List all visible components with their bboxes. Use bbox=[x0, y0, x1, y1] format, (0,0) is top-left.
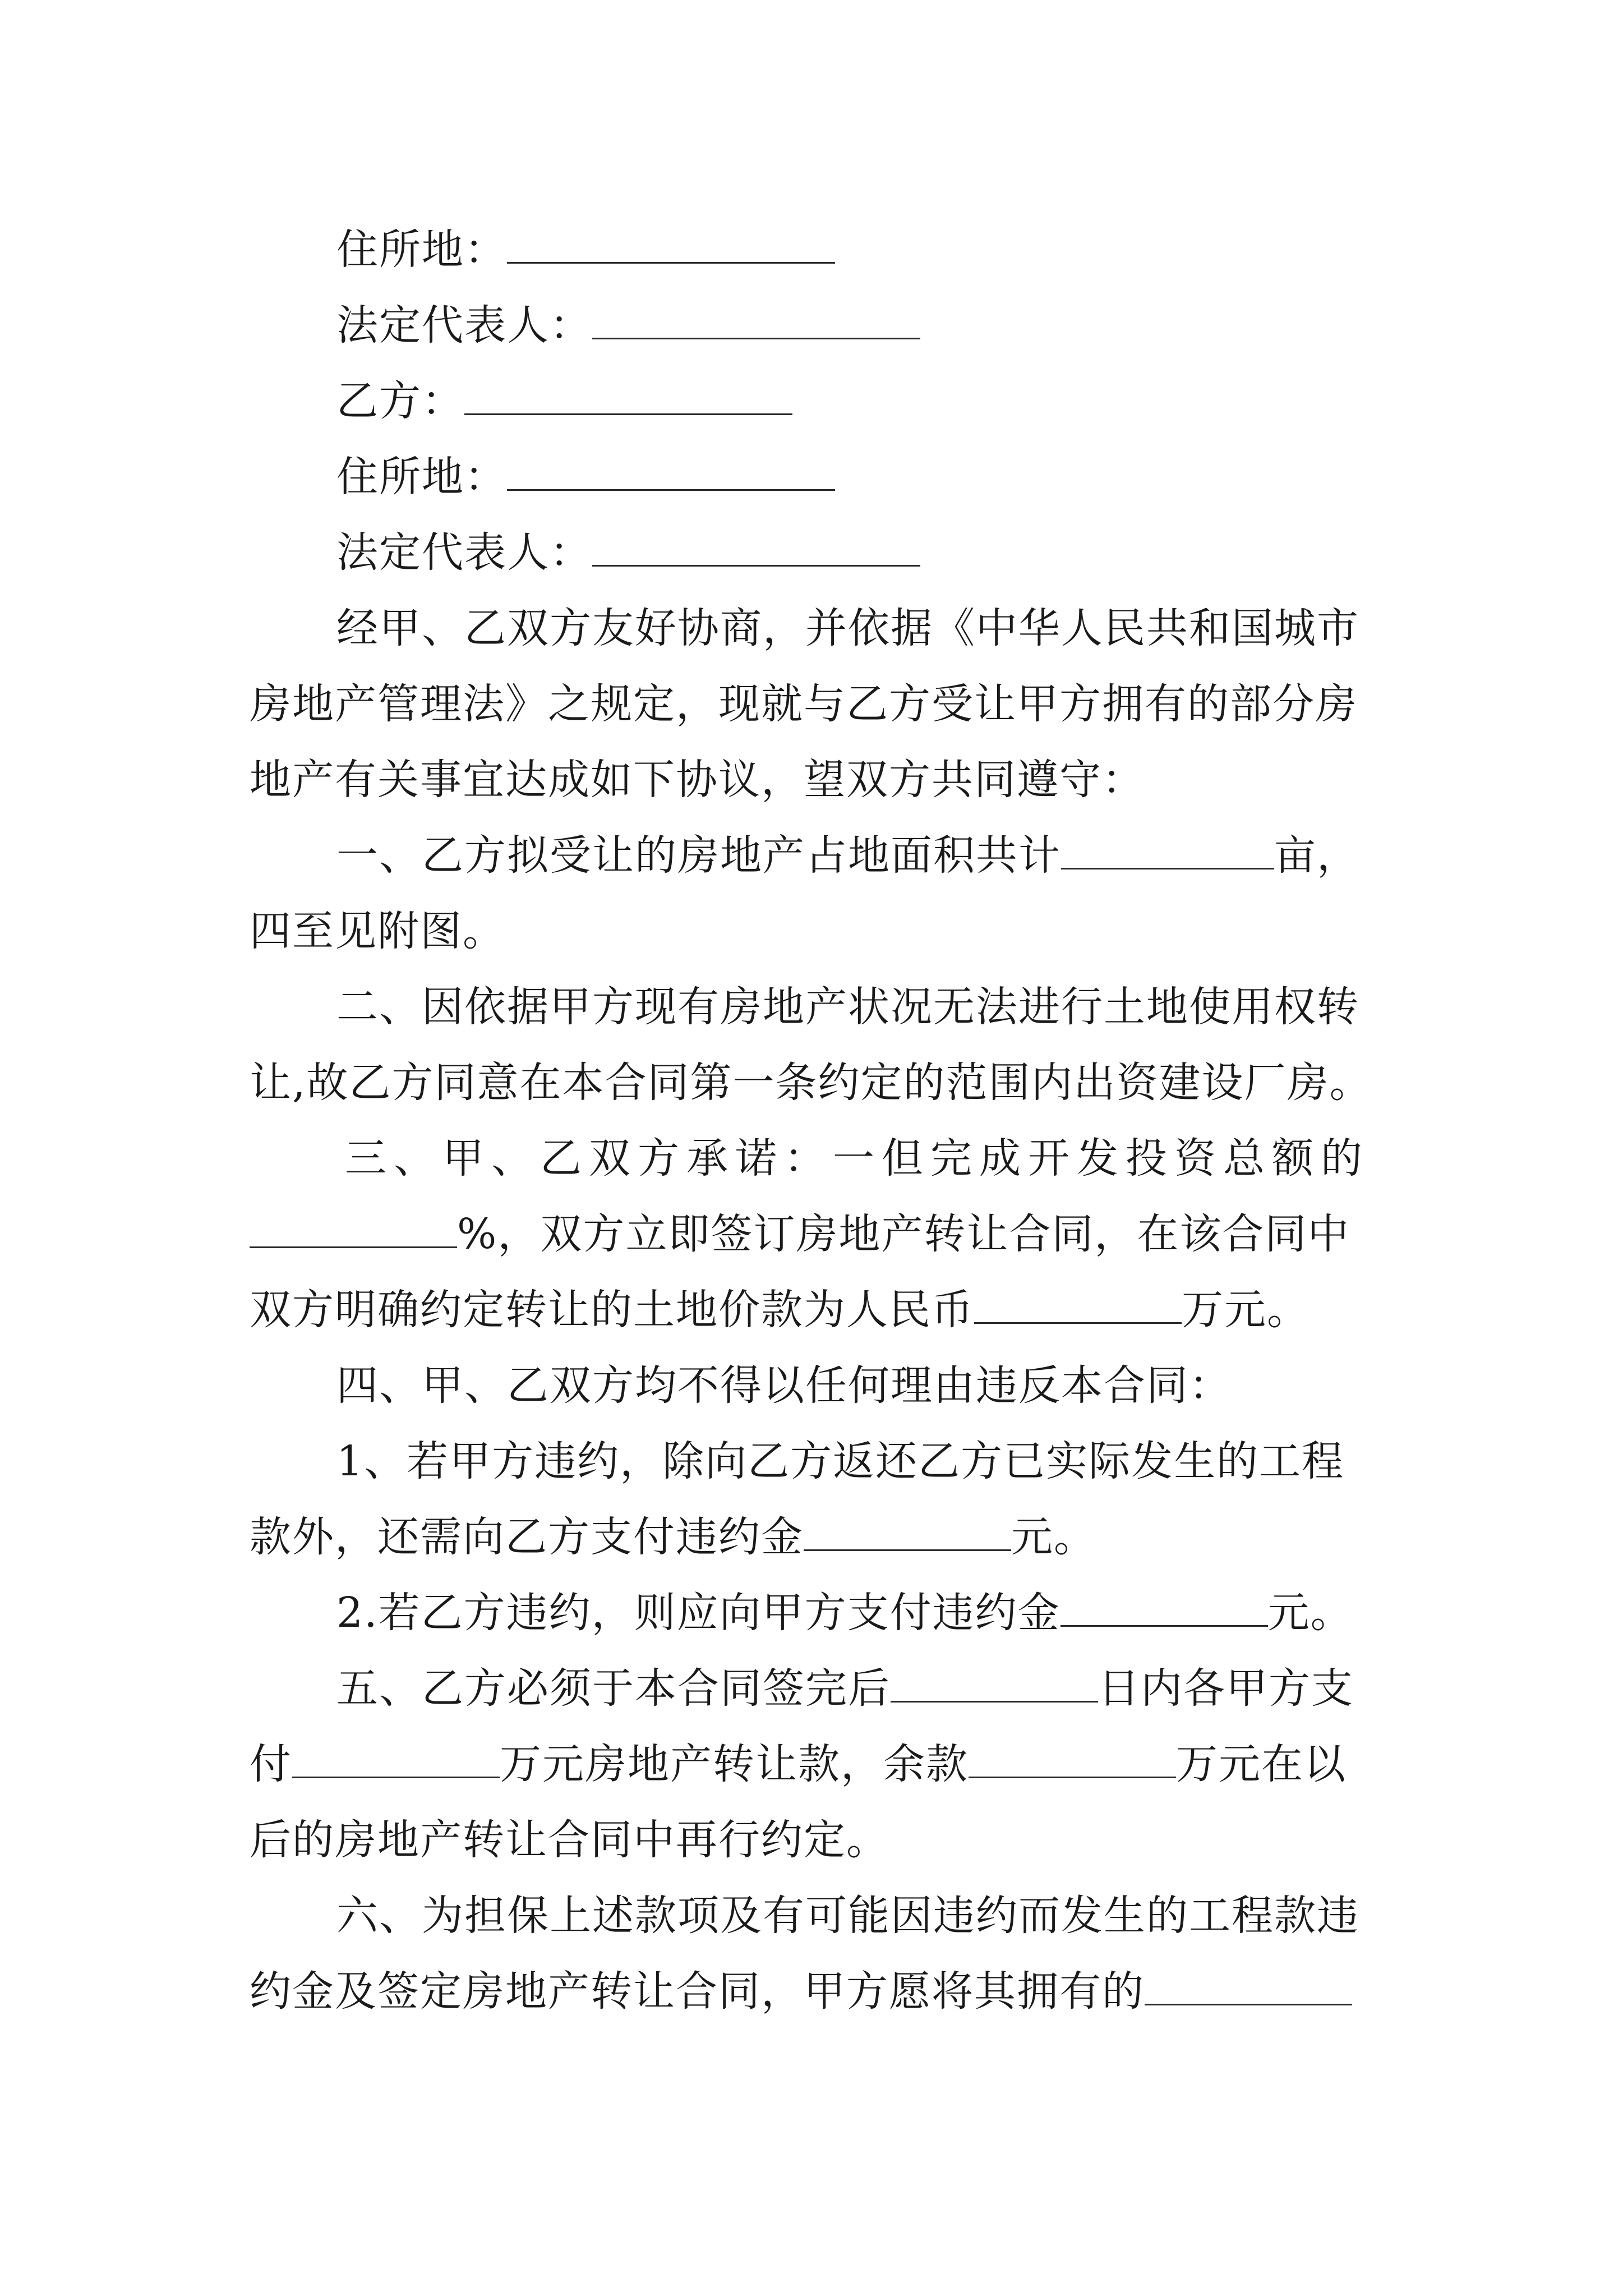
party-b-address-blank bbox=[507, 449, 835, 491]
clause3-percent-blank bbox=[250, 1206, 457, 1248]
party-a-rep-blank bbox=[592, 297, 920, 339]
clause1-text-b: 亩， bbox=[1274, 831, 1359, 880]
clause4-item2-line bbox=[336, 1585, 1478, 1641]
clause5-text-line2c: 万元在以 bbox=[1176, 1740, 1347, 1788]
clause4-item1-line-1: 1、若甲方违约，除向乙方返还乙方已实际发生的工程 bbox=[336, 1437, 1345, 1485]
party-a-address-label: 住所地： bbox=[336, 226, 507, 274]
party-b-blank bbox=[464, 373, 792, 415]
clause3-price-blank bbox=[974, 1282, 1182, 1324]
clause4-item2-penalty-blank bbox=[1061, 1585, 1268, 1627]
party-b-address-label: 住所地： bbox=[336, 453, 507, 501]
party-a-rep-label: 法定代表人： bbox=[336, 301, 592, 349]
clause3-line-1: 三、甲、乙双方承诺：一但完成开发投资总额的 bbox=[345, 1134, 1370, 1182]
party-a-address-blank bbox=[507, 222, 835, 264]
clause3-text-line3a: 双方明确约定转让的土地价款为人民币 bbox=[250, 1286, 974, 1334]
clause1-line-1 bbox=[336, 827, 1478, 884]
clause4-item1-line-2 bbox=[250, 1509, 1391, 1565]
party-a-address-line bbox=[336, 222, 1478, 278]
clause5-text-line1b: 日内各甲方支 bbox=[1098, 1664, 1354, 1713]
party-b-label: 乙方： bbox=[336, 377, 464, 425]
clause5-text-line1a: 五、乙方必须于本合同签完后 bbox=[336, 1664, 891, 1713]
clause6-text-line2: 约金及签定房地产转让合同，甲方愿将其拥有的 bbox=[250, 1967, 1145, 2016]
preamble-line-2: 房地产管理法》之规定，现就与乙方受让甲方拥有的部分房 bbox=[250, 680, 1358, 728]
clause6-line-2 bbox=[250, 1963, 1391, 2019]
clause5-balance-blank bbox=[969, 1736, 1176, 1778]
preamble-line-3: 地产有关事宜达成如下协议，望双方共同遵守： bbox=[250, 756, 1145, 804]
clause3-line-2 bbox=[250, 1206, 1391, 1262]
party-b-rep-label: 法定代表人： bbox=[336, 528, 592, 577]
clause4-title: 四、甲、乙双方均不得以任何理由违反本合同： bbox=[336, 1361, 1232, 1410]
clause1-area-blank bbox=[1061, 827, 1274, 869]
party-a-rep-line bbox=[336, 297, 1478, 353]
clause6-line-1: 六、为担保上述款项及有可能因违约而发生的工程款违 bbox=[336, 1892, 1359, 1940]
party-b-rep-line bbox=[336, 524, 1478, 581]
clause3-line-3 bbox=[250, 1282, 1391, 1338]
clause4-item2-text-a: 2.若乙方违约，则应向甲方支付违约金 bbox=[336, 1589, 1061, 1637]
clause5-line-3: 后的房地产转让合同中再行约定。 bbox=[250, 1816, 889, 1864]
clause2-line-2: 让,故乙方同意在本合同第一条约定的范围内出资建设厂房。 bbox=[250, 1059, 1372, 1107]
party-b-address-line bbox=[336, 449, 1478, 505]
clause5-days-blank bbox=[891, 1660, 1098, 1703]
party-b-rep-blank bbox=[592, 524, 920, 567]
clause4-item1-penalty-blank bbox=[804, 1509, 1011, 1551]
party-b-line bbox=[336, 373, 1478, 429]
clause6-property-blank bbox=[1145, 1963, 1352, 2005]
clause1-text-a: 一、乙方拟受让的房地产占地面积共计 bbox=[336, 831, 1061, 880]
clause5-line-1 bbox=[336, 1660, 1478, 1717]
clause3-text-line2: %，双方立即签订房地产转让合同，在该合同中 bbox=[457, 1210, 1350, 1258]
clause5-line-2 bbox=[250, 1736, 1391, 1792]
clause4-item2-text-b: 元。 bbox=[1267, 1589, 1353, 1637]
preamble-line-1: 经甲、乙双方友好协商，并依据《中华人民共和国城市 bbox=[336, 604, 1359, 652]
clause1-line-2: 四至见附图。 bbox=[250, 907, 505, 955]
clause5-text-line2a: 付 bbox=[250, 1740, 292, 1788]
clause5-payment-blank bbox=[292, 1736, 500, 1778]
clause5-text-line2b: 万元房地产转让款，余款 bbox=[500, 1740, 969, 1788]
clause4-item1-text-b: 元。 bbox=[1011, 1513, 1096, 1561]
clause3-text-line3b: 万元。 bbox=[1182, 1286, 1310, 1334]
clause4-item1-text-a: 款外，还需向乙方支付违约金 bbox=[250, 1513, 804, 1561]
clause2-line-1: 二、因依据甲方现有房地产状况无法进行土地使用权转 bbox=[336, 983, 1359, 1031]
